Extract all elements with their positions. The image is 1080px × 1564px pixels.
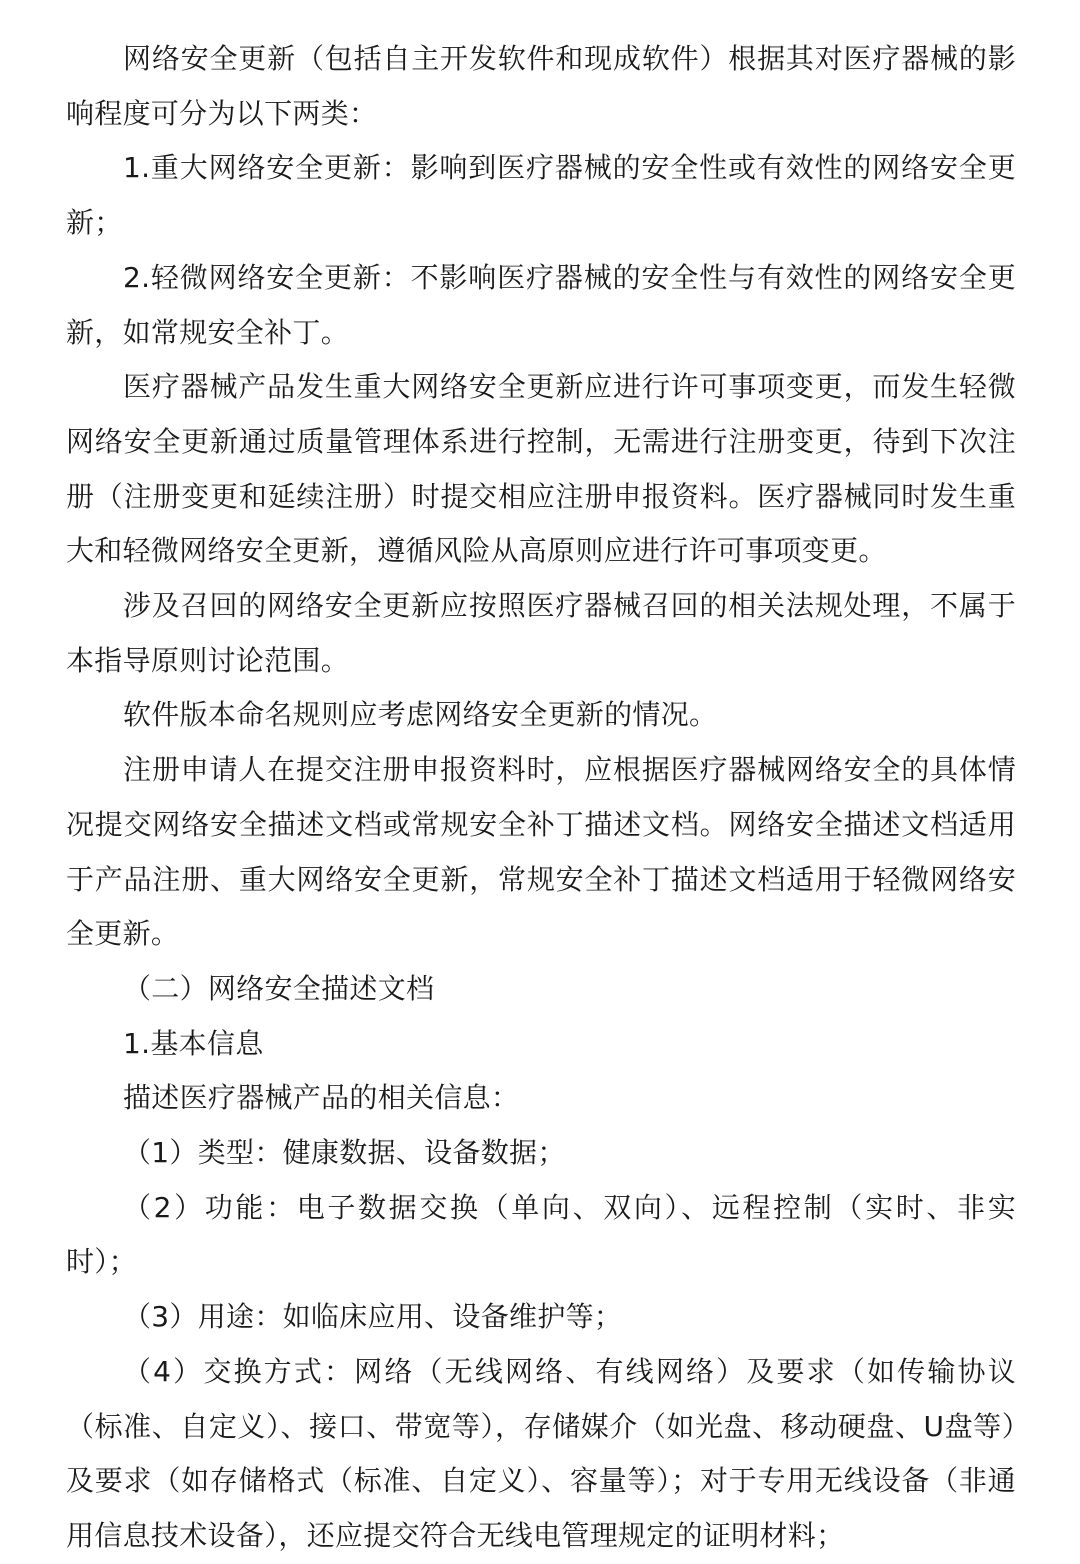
list-item: （1）类型：健康数据、设备数据；	[123, 1136, 566, 1170]
list-item: （3）用途：如临床应用、设备维护等；	[123, 1300, 623, 1334]
paragraph: 2.轻微网络安全更新：不影响医疗器械的安全性与有效性的网络安全更新，如常规安全补丁。	[66, 260, 1016, 349]
document-body	[66, 32, 1016, 1564]
paragraph: 网络安全更新（包括自主开发软件和现成软件）根据其对医疗器械的影响程度可分为以下两类：	[66, 42, 1016, 130]
paragraph: 医疗器械产品发生重大网络安全更新应进行许可事项变更，而发生轻微网络安全更新通过质量管理体系进行控制，无需进行注册变更，待到下次注册（注册变更和延续注册）时提交相应注册申报资料。医疗器械同时发生重大和轻微网络安全更新，遵循风险从高原则应进行许可事项变更。	[66, 370, 1016, 568]
paragraph: 1.重大网络安全更新：影响到医疗器械的安全性或有效性的网络安全更新；	[66, 151, 1016, 240]
paragraph: 软件版本命名规则应考虑网络安全更新的情况。	[123, 698, 718, 732]
paragraph: 注册申请人在提交注册申报资料时，应根据医疗器械网络安全的具体情况提交网络安全描述文档或常规安全补丁描述文档。网络安全描述文档适用于产品注册、重大网络安全更新，常规安全补丁描述文档适用于轻微网络安全更新。	[66, 753, 1016, 951]
list-item: （2）功能：电子数据交换（单向、双向）、远程控制（实时、非实时）；	[66, 1190, 1016, 1279]
list-item: （4）交换方式：网络（无线网络、有线网络）及要求（如传输协议（标准、自定义）、接口、带宽等），存储媒介（如光盘、移动硬盘、U盘等）及要求（如存储格式（标准、自定义）、容量等）；对于专用无线设备（非通用信息技术设备），还应提交符合无线电管理规定的证明材料；	[66, 1354, 1016, 1552]
section-heading: （二）网络安全描述文档	[123, 971, 435, 1005]
subsection-heading: 1.基本信息	[123, 1026, 264, 1060]
paragraph: 涉及召回的网络安全更新应按照医疗器械召回的相关法规处理，不属于本指导原则讨论范围。	[66, 589, 1016, 677]
paragraph: 描述医疗器械产品的相关信息：	[123, 1081, 520, 1115]
